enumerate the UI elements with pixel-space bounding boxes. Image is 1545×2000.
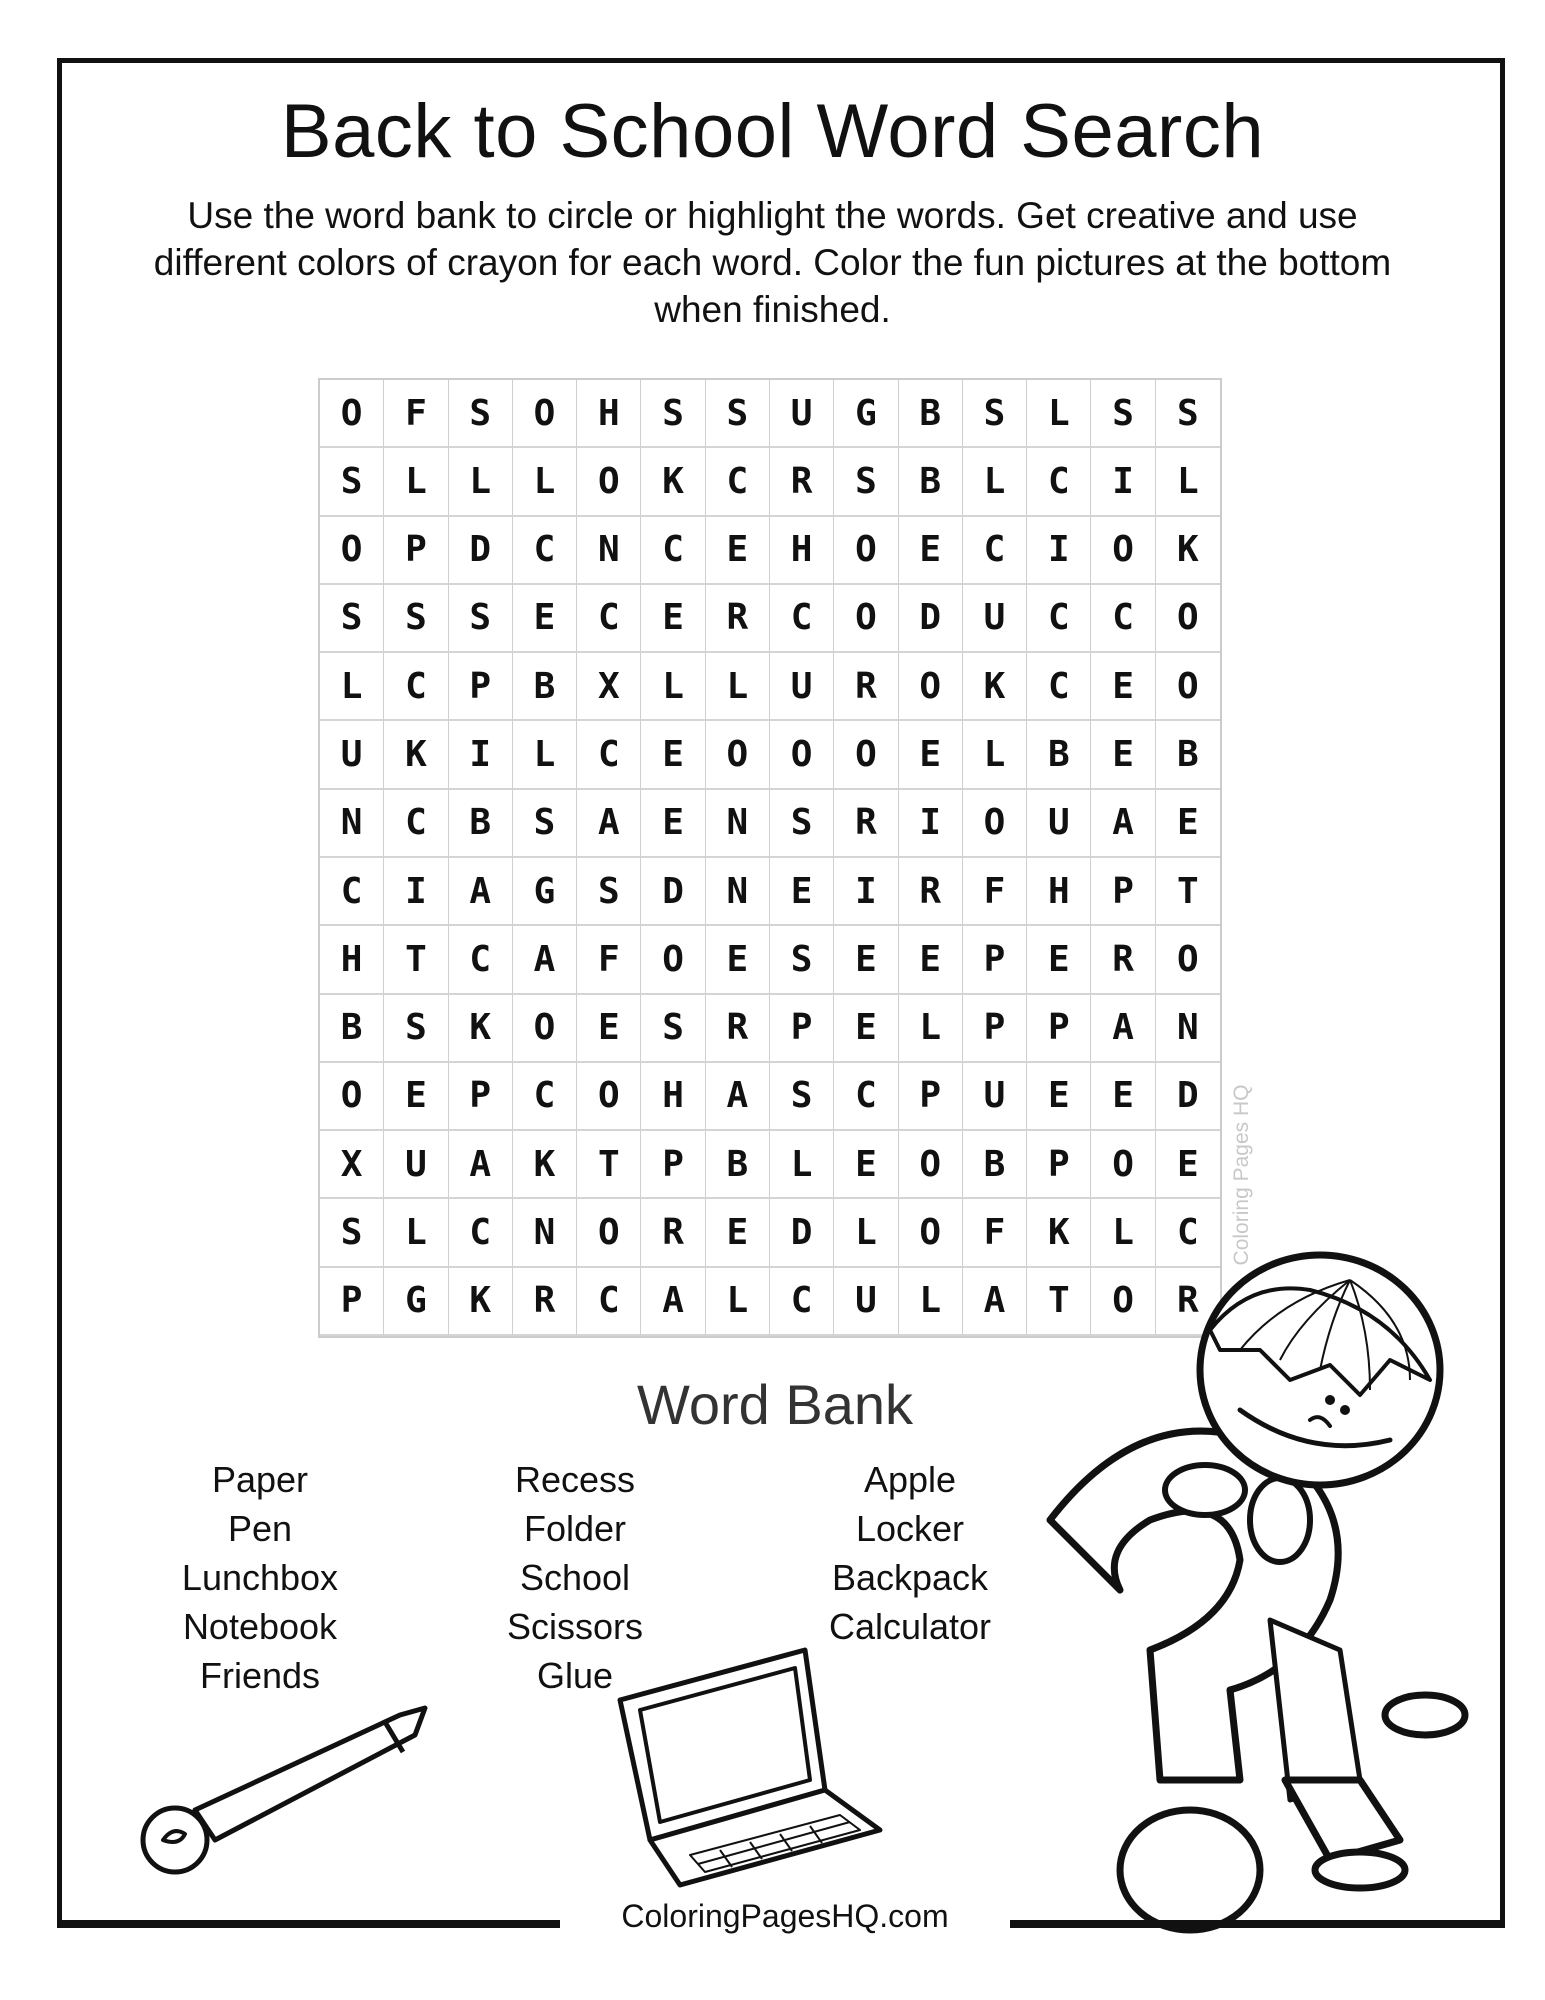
watermark: Coloring Pages HQ	[1230, 1084, 1253, 1266]
grid-cell[interactable]: P	[963, 995, 1027, 1063]
grid-cell[interactable]: I	[1091, 448, 1155, 516]
grid-cell[interactable]: C	[384, 790, 448, 858]
grid-cell[interactable]: E	[1027, 926, 1091, 994]
grid-cell[interactable]: K	[1027, 1199, 1091, 1267]
grid-cell[interactable]: A	[577, 790, 641, 858]
grid-cell[interactable]: X	[320, 1131, 384, 1199]
grid-cell[interactable]: C	[384, 653, 448, 721]
grid-cell[interactable]: R	[770, 448, 834, 516]
grid-cell[interactable]: L	[641, 653, 705, 721]
grid-cell[interactable]: O	[706, 721, 770, 789]
grid-cell[interactable]: U	[963, 585, 1027, 653]
grid-cell[interactable]: I	[1027, 517, 1091, 585]
grid-cell[interactable]: S	[963, 380, 1027, 448]
grid-cell[interactable]: O	[1156, 585, 1220, 653]
grid-cell[interactable]: E	[641, 721, 705, 789]
grid-cell[interactable]: O	[577, 1063, 641, 1131]
grid-cell[interactable]: H	[577, 380, 641, 448]
grid-cell[interactable]: I	[834, 858, 898, 926]
grid-cell[interactable]: U	[1027, 790, 1091, 858]
grid-cell[interactable]: L	[899, 995, 963, 1063]
grid-cell[interactable]: L	[1156, 448, 1220, 516]
grid-cell[interactable]: E	[834, 995, 898, 1063]
grid-cell[interactable]: A	[1091, 995, 1155, 1063]
grid-cell[interactable]: P	[320, 1268, 384, 1336]
word-bank-item: Calculator	[828, 1606, 992, 1647]
grid-cell[interactable]: S	[384, 585, 448, 653]
word-bank-column-1	[110, 1455, 410, 1700]
footer-brand: ColoringPagesHQ.com	[560, 1898, 1010, 1935]
grid-cell[interactable]: C	[1027, 653, 1091, 721]
grid-cell[interactable]: B	[963, 1131, 1027, 1199]
grid-cell[interactable]: O	[963, 790, 1027, 858]
grid-cell[interactable]: K	[963, 653, 1027, 721]
grid-cell[interactable]: K	[449, 1268, 513, 1336]
grid-cell[interactable]: U	[834, 1268, 898, 1336]
word-bank-item: Recess	[514, 1459, 636, 1500]
grid-cell[interactable]: E	[899, 926, 963, 994]
grid-cell[interactable]: T	[577, 1131, 641, 1199]
grid-cell[interactable]: E	[706, 517, 770, 585]
grid-cell[interactable]: H	[320, 926, 384, 994]
word-bank-item: Folder	[523, 1508, 627, 1549]
word-bank-item: Glue	[536, 1655, 614, 1696]
grid-cell[interactable]: B	[899, 448, 963, 516]
grid-cell[interactable]: P	[1091, 858, 1155, 926]
grid-cell[interactable]: L	[963, 448, 1027, 516]
grid-cell[interactable]: L	[384, 448, 448, 516]
grid-cell[interactable]: S	[449, 380, 513, 448]
grid-cell[interactable]: P	[384, 517, 448, 585]
grid-cell[interactable]: E	[513, 585, 577, 653]
grid-cell[interactable]: K	[641, 448, 705, 516]
grid-cell[interactable]: C	[513, 1063, 577, 1131]
grid-cell[interactable]: P	[899, 1063, 963, 1131]
grid-cell[interactable]: D	[899, 585, 963, 653]
grid-cell[interactable]: S	[577, 858, 641, 926]
grid-cell[interactable]: S	[1091, 380, 1155, 448]
grid-cell[interactable]: O	[1156, 653, 1220, 721]
grid-cell[interactable]: K	[1156, 517, 1220, 585]
word-bank-item: Notebook	[182, 1606, 338, 1647]
grid-cell[interactable]: D	[449, 517, 513, 585]
grid-cell[interactable]: O	[577, 1199, 641, 1267]
grid-cell[interactable]: L	[963, 721, 1027, 789]
grid-cell[interactable]: S	[770, 926, 834, 994]
grid-cell[interactable]: O	[641, 926, 705, 994]
grid-cell[interactable]: S	[1156, 380, 1220, 448]
grid-cell[interactable]: A	[641, 1268, 705, 1336]
grid-cell[interactable]: U	[770, 380, 834, 448]
word-bank-item: Apple	[863, 1459, 957, 1500]
footer-rule-left	[57, 1920, 562, 1927]
grid-cell[interactable]: F	[384, 380, 448, 448]
grid-cell[interactable]: P	[449, 1063, 513, 1131]
grid-cell[interactable]: S	[770, 1063, 834, 1131]
grid-cell[interactable]: O	[577, 448, 641, 516]
grid-cell[interactable]: E	[834, 926, 898, 994]
grid-cell[interactable]: K	[513, 1131, 577, 1199]
grid-cell[interactable]: R	[513, 1268, 577, 1336]
grid-cell[interactable]: D	[1156, 1063, 1220, 1131]
word-bank-title: Word Bank	[637, 1373, 913, 1436]
grid-cell[interactable]: E	[706, 926, 770, 994]
grid-cell[interactable]: C	[1027, 448, 1091, 516]
grid-cell[interactable]: L	[706, 1268, 770, 1336]
grid-cell[interactable]: C	[320, 858, 384, 926]
grid-cell[interactable]: S	[641, 380, 705, 448]
grid-cell[interactable]: U	[963, 1063, 1027, 1131]
grid-cell[interactable]: O	[1156, 926, 1220, 994]
grid-cell[interactable]: C	[577, 721, 641, 789]
grid-cell[interactable]: L	[384, 1199, 448, 1267]
grid-cell[interactable]: E	[706, 1199, 770, 1267]
grid-cell[interactable]: S	[834, 448, 898, 516]
grid-cell[interactable]: O	[320, 1063, 384, 1131]
instructions: Use the word bank to circle or highlight the words. Get creative and use different colors of crayon for each word. Color the fun pictures at the bottom when finished.	[153, 195, 1392, 330]
grid-cell[interactable]: R	[706, 585, 770, 653]
grid-cell[interactable]: T	[1156, 858, 1220, 926]
grid-cell[interactable]: L	[320, 653, 384, 721]
grid-cell[interactable]: A	[449, 1131, 513, 1199]
grid-cell[interactable]: B	[449, 790, 513, 858]
grid-cell[interactable]: B	[1027, 721, 1091, 789]
grid-cell[interactable]: C	[577, 1268, 641, 1336]
word-bank-item: Scissors	[506, 1606, 644, 1647]
grid-cell[interactable]: B	[320, 995, 384, 1063]
kid-with-question-mark-icon	[1030, 1220, 1510, 1940]
grid-cell[interactable]: E	[1156, 1131, 1220, 1199]
grid-cell[interactable]: O	[899, 1131, 963, 1199]
grid-cell[interactable]: E	[1091, 1063, 1155, 1131]
grid-cell[interactable]: F	[963, 858, 1027, 926]
grid-cell[interactable]: S	[770, 790, 834, 858]
grid-cell[interactable]: O	[320, 380, 384, 448]
grid-cell[interactable]: R	[1091, 926, 1155, 994]
grid-cell[interactable]: R	[899, 858, 963, 926]
grid-cell[interactable]: P	[1027, 995, 1091, 1063]
grid-cell[interactable]: I	[384, 858, 448, 926]
grid-cell[interactable]: O	[1091, 1131, 1155, 1199]
grid-cell[interactable]: G	[834, 380, 898, 448]
word-search-grid[interactable]	[318, 378, 1222, 1338]
grid-cell[interactable]: A	[449, 858, 513, 926]
grid-cell[interactable]: L	[899, 1268, 963, 1336]
grid-cell[interactable]: C	[577, 585, 641, 653]
pen-icon	[135, 1700, 445, 1880]
grid-cell[interactable]: P	[449, 653, 513, 721]
grid-cell[interactable]: K	[384, 721, 448, 789]
grid-cell[interactable]: U	[384, 1131, 448, 1199]
grid-cell[interactable]: K	[449, 995, 513, 1063]
grid-cell[interactable]: L	[513, 448, 577, 516]
grid-cell[interactable]: O	[834, 721, 898, 789]
grid-cell[interactable]: N	[706, 858, 770, 926]
grid-cell[interactable]: O	[1091, 517, 1155, 585]
grid-cell[interactable]: A	[706, 1063, 770, 1131]
grid-cell[interactable]: S	[384, 995, 448, 1063]
grid-cell[interactable]: X	[577, 653, 641, 721]
laptop-icon	[610, 1640, 890, 1890]
word-bank-item: Backpack	[831, 1557, 989, 1598]
grid-cell[interactable]: P	[963, 926, 1027, 994]
grid-cell[interactable]: L	[449, 448, 513, 516]
grid-cell[interactable]: F	[963, 1199, 1027, 1267]
grid-cell[interactable]: F	[577, 926, 641, 994]
grid-cell[interactable]: C	[1156, 1199, 1220, 1267]
grid-cell[interactable]: L	[513, 721, 577, 789]
grid-cell[interactable]: L	[770, 1131, 834, 1199]
grid-cell[interactable]: L	[1027, 380, 1091, 448]
grid-cell[interactable]: E	[384, 1063, 448, 1131]
grid-cell[interactable]: O	[770, 721, 834, 789]
grid-cell[interactable]: E	[899, 721, 963, 789]
grid-cell[interactable]: L	[1091, 1199, 1155, 1267]
grid-cell[interactable]: D	[770, 1199, 834, 1267]
grid-cell[interactable]: B	[706, 1131, 770, 1199]
grid-cell[interactable]: N	[320, 790, 384, 858]
grid-cell[interactable]: E	[1091, 653, 1155, 721]
grid-cell[interactable]: S	[320, 585, 384, 653]
grid-cell[interactable]: U	[770, 653, 834, 721]
grid-cell[interactable]: R	[1156, 1268, 1220, 1336]
grid-cell[interactable]: E	[1091, 721, 1155, 789]
grid-cell[interactable]: C	[641, 517, 705, 585]
word-bank-column-3	[760, 1455, 1060, 1651]
grid-cell[interactable]: S	[320, 448, 384, 516]
grid-cell[interactable]: O	[1091, 1268, 1155, 1336]
grid-cell[interactable]: T	[384, 926, 448, 994]
grid-cell[interactable]: L	[834, 1199, 898, 1267]
grid-cell[interactable]: B	[513, 653, 577, 721]
grid-cell[interactable]: R	[706, 995, 770, 1063]
grid-cell[interactable]: H	[770, 517, 834, 585]
grid-cell[interactable]: C	[449, 1199, 513, 1267]
grid-cell[interactable]: G	[384, 1268, 448, 1336]
grid-cell[interactable]: I	[449, 721, 513, 789]
grid-cell[interactable]: P	[770, 995, 834, 1063]
grid-cell[interactable]: O	[899, 653, 963, 721]
grid-cell[interactable]: S	[320, 1199, 384, 1267]
word-bank-item: Locker	[855, 1508, 965, 1549]
grid-cell[interactable]: O	[513, 380, 577, 448]
grid-cell[interactable]: O	[320, 517, 384, 585]
grid-cell[interactable]: L	[706, 653, 770, 721]
grid-cell[interactable]: T	[1027, 1268, 1091, 1336]
grid-cell[interactable]: C	[963, 517, 1027, 585]
grid-cell[interactable]: E	[1027, 1063, 1091, 1131]
grid-cell[interactable]: E	[641, 790, 705, 858]
grid-cell[interactable]: B	[1156, 721, 1220, 789]
grid-cell[interactable]: D	[641, 858, 705, 926]
footer-rule-right	[980, 1920, 1505, 1927]
grid-cell[interactable]: R	[834, 653, 898, 721]
grid-cell[interactable]: C	[834, 1063, 898, 1131]
grid-cell[interactable]: C	[449, 926, 513, 994]
grid-cell[interactable]: A	[963, 1268, 1027, 1336]
grid-cell[interactable]: S	[641, 995, 705, 1063]
grid-cell[interactable]: E	[899, 517, 963, 585]
grid-cell[interactable]: S	[513, 790, 577, 858]
grid-cell[interactable]: E	[770, 858, 834, 926]
grid-cell[interactable]: N	[706, 790, 770, 858]
grid-cell[interactable]: U	[320, 721, 384, 789]
grid-cell[interactable]: C	[1027, 585, 1091, 653]
grid-cell[interactable]: E	[834, 1131, 898, 1199]
grid-cell[interactable]: O	[834, 517, 898, 585]
grid-cell[interactable]: C	[770, 585, 834, 653]
word-bank-item: Lunchbox	[181, 1557, 339, 1598]
grid-cell[interactable]: C	[513, 517, 577, 585]
grid-cell[interactable]: I	[899, 790, 963, 858]
grid-cell[interactable]: A	[513, 926, 577, 994]
grid-cell[interactable]: N	[577, 517, 641, 585]
grid-cell[interactable]: C	[770, 1268, 834, 1336]
grid-cell[interactable]: S	[449, 585, 513, 653]
page-title: Back to School Word Search	[280, 89, 1265, 174]
grid-cell[interactable]: N	[513, 1199, 577, 1267]
grid-cell[interactable]: A	[1091, 790, 1155, 858]
grid-cell[interactable]: E	[577, 995, 641, 1063]
word-bank-item: Pen	[227, 1508, 293, 1549]
grid-cell[interactable]: H	[1027, 858, 1091, 926]
word-bank-item: Friends	[199, 1655, 321, 1696]
grid-cell[interactable]: O	[834, 585, 898, 653]
grid-cell[interactable]: R	[641, 1199, 705, 1267]
grid-cell[interactable]: B	[899, 380, 963, 448]
grid-cell[interactable]: H	[641, 1063, 705, 1131]
grid-cell[interactable]: E	[641, 585, 705, 653]
grid-cell[interactable]: P	[1027, 1131, 1091, 1199]
grid-cell[interactable]: C	[706, 448, 770, 516]
grid-cell[interactable]: C	[1091, 585, 1155, 653]
grid-cell[interactable]: S	[706, 380, 770, 448]
grid-cell[interactable]: G	[513, 858, 577, 926]
grid-cell[interactable]: O	[899, 1199, 963, 1267]
grid-cell[interactable]: N	[1156, 995, 1220, 1063]
grid-cell[interactable]: R	[834, 790, 898, 858]
word-bank-item: Paper	[211, 1459, 309, 1500]
grid-cell[interactable]: E	[1156, 790, 1220, 858]
word-bank-item: School	[519, 1557, 631, 1598]
grid-cell[interactable]: O	[513, 995, 577, 1063]
grid-cell[interactable]: P	[641, 1131, 705, 1199]
